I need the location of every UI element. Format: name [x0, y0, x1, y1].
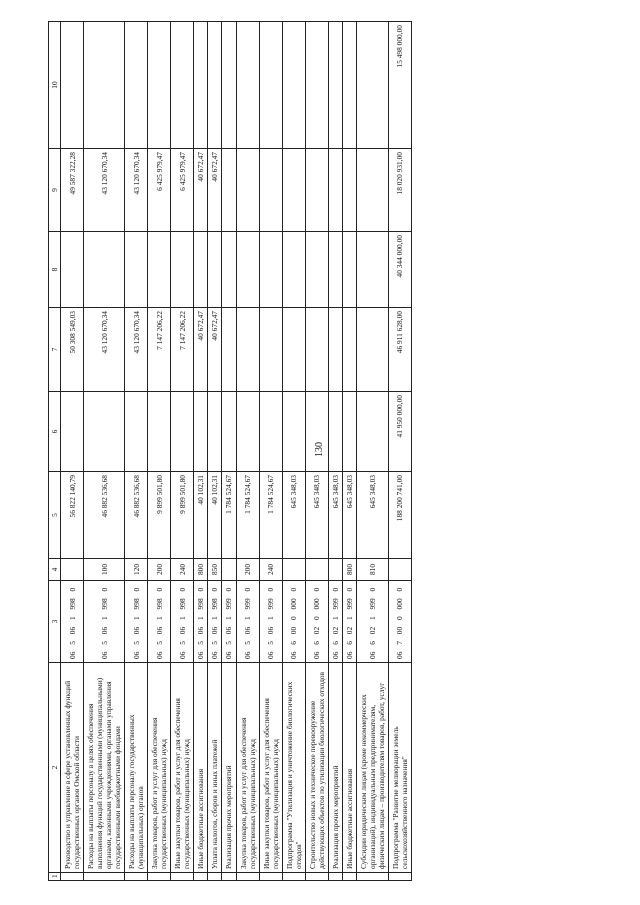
amount-col9: 40 672,47 — [194, 149, 208, 232]
amount-col9 — [342, 149, 356, 232]
program-code: 06 5 06 1 998 0 — [208, 581, 222, 663]
budget-table — [48, 21, 412, 881]
amount-col8 — [125, 232, 148, 308]
amount-col7: 50 308 549,03 — [61, 308, 84, 392]
amount-col10: 15 498 000,00 — [388, 22, 411, 149]
row-name: Закупка товаров, работ и услуг для обеспечения государственных (муниципальных) нужд — [236, 663, 259, 873]
amount-col5: 188 200 741,00 — [388, 472, 411, 559]
expense-type: 100 — [84, 559, 125, 581]
expense-type — [305, 559, 328, 581]
column-header: 4 — [49, 559, 61, 581]
amount-col5: 40 102,31 — [194, 472, 208, 559]
amount-col6: 41 950 000,00 — [388, 392, 411, 472]
program-code: 06 5 06 1 998 0 — [61, 581, 84, 663]
amount-col5: 645 348,03 — [342, 472, 356, 559]
amount-col10 — [84, 22, 125, 149]
row-index-cell — [282, 873, 305, 881]
amount-col8 — [356, 232, 388, 308]
expense-type — [282, 559, 305, 581]
amount-col6 — [282, 392, 305, 472]
expense-type: 240 — [259, 559, 282, 581]
amount-col7 — [222, 308, 236, 392]
amount-col8 — [222, 232, 236, 308]
amount-col5: 9 899 501,80 — [148, 472, 171, 559]
column-header: 8 — [49, 232, 61, 308]
program-code: 06 5 06 1 999 0 — [236, 581, 259, 663]
amount-col7 — [259, 308, 282, 392]
amount-col9: 6 425 979,47 — [148, 149, 171, 232]
row-index-cell — [171, 873, 194, 881]
amount-col5: 56 822 140,79 — [61, 472, 84, 559]
amount-col7: 46 911 628,00 — [388, 308, 411, 392]
table-row — [356, 22, 388, 881]
table-row — [342, 22, 356, 881]
amount-col5: 9 899 501,80 — [171, 472, 194, 559]
amount-col10 — [305, 22, 328, 149]
amount-col5: 1 784 524,67 — [259, 472, 282, 559]
table-row — [61, 22, 84, 881]
amount-col7 — [236, 308, 259, 392]
row-index-cell — [61, 873, 84, 881]
amount-col7: 7 147 206,22 — [171, 308, 194, 392]
amount-col6 — [356, 392, 388, 472]
amount-col10 — [194, 22, 208, 149]
row-index-cell — [222, 873, 236, 881]
row-name: Реализация прочих мероприятий — [222, 663, 236, 873]
amount-col6 — [84, 392, 125, 472]
table-row — [282, 22, 305, 881]
row-index-cell — [388, 873, 411, 881]
amount-col5: 645 348,03 — [356, 472, 388, 559]
amount-col7: 40 672,47 — [208, 308, 222, 392]
column-header: 5 — [49, 472, 61, 559]
expense-type: 240 — [171, 559, 194, 581]
program-code: 06 5 06 1 998 0 — [125, 581, 148, 663]
row-index-cell — [125, 873, 148, 881]
expense-type — [61, 559, 84, 581]
amount-col9 — [328, 149, 342, 232]
row-name: Расходы на выплаты персоналу в целях обеспечения выполнения функций государственными (муниципальными) органами, казенными учреждениями, органами управления государственными внебюджетными фондами — [84, 663, 125, 873]
amount-col7: 7 147 206,22 — [148, 308, 171, 392]
row-index-cell — [148, 873, 171, 881]
amount-col9 — [236, 149, 259, 232]
amount-col9: 43 120 670,34 — [125, 149, 148, 232]
amount-col6 — [208, 392, 222, 472]
amount-col5: 645 348,03 — [282, 472, 305, 559]
program-code: 06 5 06 1 998 0 — [148, 581, 171, 663]
row-name: Уплата налогов, сборов и иных платежей — [208, 663, 222, 873]
program-code: 06 6 02 0 000 0 — [305, 581, 328, 663]
amount-col7 — [342, 308, 356, 392]
row-name: Расходы на выплаты персоналу государственных (муниципальных) органов — [125, 663, 148, 873]
row-name: Иные бюджетные ассигнования — [342, 663, 356, 873]
amount-col10 — [148, 22, 171, 149]
row-index-cell — [194, 873, 208, 881]
expense-type — [388, 559, 411, 581]
amount-col7 — [305, 308, 328, 392]
amount-col8 — [328, 232, 342, 308]
page-number: 130 — [314, 442, 325, 457]
program-code: 06 5 06 1 998 0 — [194, 581, 208, 663]
table-row — [388, 22, 411, 881]
amount-col6 — [259, 392, 282, 472]
row-name: Иные закупки товаров, работ и услуг для обеспечения государственных (муниципальных) нужд — [259, 663, 282, 873]
amount-col6 — [328, 392, 342, 472]
amount-col10 — [356, 22, 388, 149]
amount-col8 — [305, 232, 328, 308]
column-header: 10 — [49, 22, 61, 149]
column-header: 3 — [49, 581, 61, 663]
amount-col5: 1 784 524,67 — [236, 472, 259, 559]
row-index-cell — [236, 873, 259, 881]
column-header: 7 — [49, 308, 61, 392]
row-name: Подпрограмма "Утилизация и уничтожение биологических отходов" — [282, 663, 305, 873]
amount-col8 — [194, 232, 208, 308]
program-code: 06 5 06 1 998 0 — [171, 581, 194, 663]
amount-col6 — [61, 392, 84, 472]
expense-type — [328, 559, 342, 581]
amount-col10 — [259, 22, 282, 149]
amount-col7: 43 120 670,34 — [84, 308, 125, 392]
program-code: 06 6 00 0 000 0 — [282, 581, 305, 663]
expense-type: 850 — [208, 559, 222, 581]
column-header: 6 — [49, 392, 61, 472]
amount-col9: 40 672,47 — [208, 149, 222, 232]
table-row — [125, 22, 148, 881]
row-name: Закупка товаров, работ и услуг для обеспечения государственных (муниципальных) нужд — [148, 663, 171, 873]
amount-col9 — [356, 149, 388, 232]
amount-col8 — [61, 232, 84, 308]
amount-col8 — [342, 232, 356, 308]
row-index-cell — [305, 873, 328, 881]
table-row — [259, 22, 282, 881]
table-row — [236, 22, 259, 881]
amount-col5: 46 882 536,68 — [84, 472, 125, 559]
amount-col9: 18 020 931,00 — [388, 149, 411, 232]
amount-col8 — [236, 232, 259, 308]
table-row — [222, 22, 236, 881]
amount-col10 — [328, 22, 342, 149]
row-name: Руководство и управление в сфере установленных функций государственных органов Омской области — [61, 663, 84, 873]
amount-col6 — [125, 392, 148, 472]
table-row — [328, 22, 342, 881]
amount-col8 — [208, 232, 222, 308]
amount-col7 — [328, 308, 342, 392]
table-row — [194, 22, 208, 881]
expense-type — [222, 559, 236, 581]
amount-col8 — [171, 232, 194, 308]
row-index-cell — [342, 873, 356, 881]
amount-col8 — [84, 232, 125, 308]
amount-col7: 40 672,47 — [194, 308, 208, 392]
column-header: 9 — [49, 149, 61, 232]
amount-col10 — [236, 22, 259, 149]
amount-col10 — [222, 22, 236, 149]
program-code: 06 5 06 1 999 0 — [222, 581, 236, 663]
amount-col8 — [148, 232, 171, 308]
amount-col8: 40 344 000,00 — [388, 232, 411, 308]
amount-col10 — [208, 22, 222, 149]
table-row — [171, 22, 194, 881]
program-code: 06 5 06 1 998 0 — [84, 581, 125, 663]
expense-type: 120 — [125, 559, 148, 581]
amount-col7 — [282, 308, 305, 392]
amount-col10 — [125, 22, 148, 149]
amount-col5: 46 882 536,68 — [125, 472, 148, 559]
expense-type: 800 — [194, 559, 208, 581]
amount-col9: 6 425 979,47 — [171, 149, 194, 232]
program-code: 06 5 06 1 999 0 — [259, 581, 282, 663]
amount-col9 — [259, 149, 282, 232]
amount-col6 — [222, 392, 236, 472]
row-name: Иные закупки товаров, работ и услуг для обеспечения государственных (муниципальных) нужд — [171, 663, 194, 873]
amount-col10 — [171, 22, 194, 149]
amount-col5: 645 348,03 — [305, 472, 328, 559]
program-code: 06 6 02 1 999 0 — [328, 581, 342, 663]
amount-col6 — [236, 392, 259, 472]
row-index-cell — [84, 873, 125, 881]
amount-col9 — [282, 149, 305, 232]
row-name: Субсидии юридическим лицам (кроме некоммерческих организаций), индивидуальным предпринимателям, физическим лицам – производителям товаров, работ, услуг — [356, 663, 388, 873]
amount-col5: 1 784 524,67 — [222, 472, 236, 559]
column-number-row — [49, 22, 61, 881]
expense-type: 810 — [356, 559, 388, 581]
program-code: 06 6 02 1 999 0 — [342, 581, 356, 663]
table-row — [148, 22, 171, 881]
rotated-page-content — [48, 22, 580, 881]
program-code: 06 7 00 0 000 0 — [388, 581, 411, 663]
row-index-cell — [356, 873, 388, 881]
amount-col10 — [342, 22, 356, 149]
expense-type: 200 — [236, 559, 259, 581]
row-index-cell — [328, 873, 342, 881]
expense-type: 800 — [342, 559, 356, 581]
row-name: Строительство новых и техническое перевооружение действующих объектов по утилизации биологических отходов — [305, 663, 328, 873]
amount-col9 — [305, 149, 328, 232]
amount-col8 — [282, 232, 305, 308]
program-code: 06 6 02 1 999 0 — [356, 581, 388, 663]
amount-col10 — [282, 22, 305, 149]
row-index-cell — [208, 873, 222, 881]
amount-col9: 49 587 322,28 — [61, 149, 84, 232]
table-row — [84, 22, 125, 881]
expense-type: 200 — [148, 559, 171, 581]
amount-col6 — [342, 392, 356, 472]
amount-col7: 43 120 670,34 — [125, 308, 148, 392]
row-name: Реализация прочих мероприятий — [328, 663, 342, 873]
amount-col7 — [356, 308, 388, 392]
amount-col9 — [222, 149, 236, 232]
column-header: 1 — [49, 873, 61, 881]
column-header: 2 — [49, 663, 61, 873]
amount-col5: 645 348,03 — [328, 472, 342, 559]
amount-col5: 40 102,31 — [208, 472, 222, 559]
table-row — [305, 22, 328, 881]
table-row — [208, 22, 222, 881]
amount-col9: 43 120 670,34 — [84, 149, 125, 232]
amount-col6 — [194, 392, 208, 472]
amount-col6 — [305, 392, 328, 472]
amount-col6 — [148, 392, 171, 472]
row-name: Подпрограмма "Развитие мелиорации земель сельскохозяйственного назначения" — [388, 663, 411, 873]
amount-col10 — [61, 22, 84, 149]
row-index-cell — [259, 873, 282, 881]
amount-col6 — [171, 392, 194, 472]
amount-col8 — [259, 232, 282, 308]
row-name: Иные бюджетные ассигнования — [194, 663, 208, 873]
